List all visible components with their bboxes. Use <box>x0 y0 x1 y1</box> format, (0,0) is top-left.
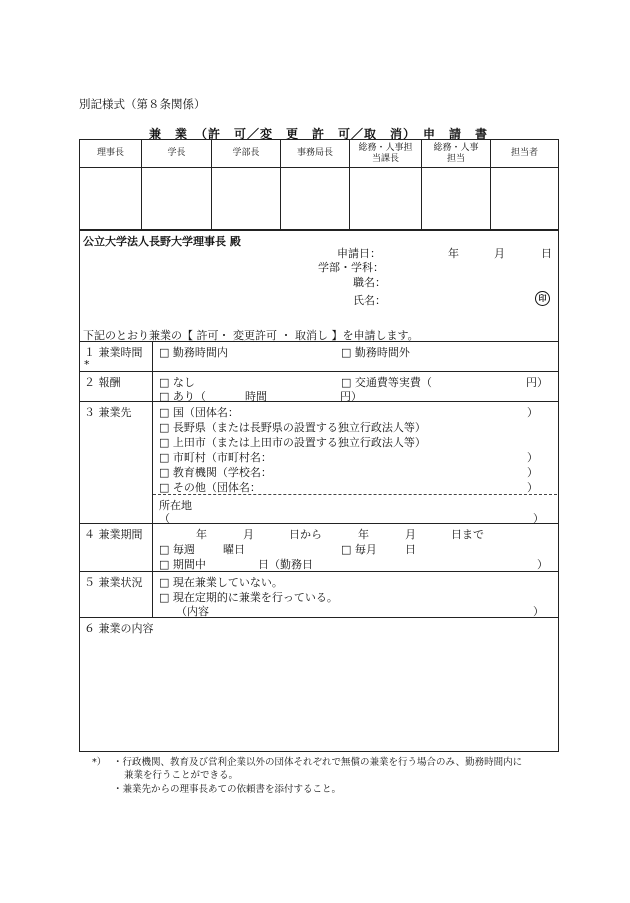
footnote-marker: *） <box>92 757 107 768</box>
approval-header-cell: 総務・人事担 当課長 <box>350 140 422 168</box>
label-column-divider <box>152 341 153 617</box>
approval-stamp-box[interactable] <box>212 168 281 231</box>
monthly-day: 日 <box>405 543 416 556</box>
checkbox-with-pay[interactable]: □ あり（ <box>159 390 206 403</box>
location-open[interactable]: （ <box>159 512 170 525</box>
period-close: ） <box>537 558 548 571</box>
checkbox-nagano-pref[interactable]: □ 長野県（または長野県の設置する独立行政法人等） <box>159 421 426 434</box>
start-day-from[interactable]: 日から <box>289 528 322 541</box>
end-month[interactable]: 月 <box>405 528 416 541</box>
approval-stamp-box[interactable] <box>350 168 422 231</box>
request-line: 下記のとおり兼業の【 許可・ 変更許可 ・ 取消し 】を申請します。 <box>83 329 419 342</box>
date-year[interactable]: 年 <box>448 247 459 260</box>
section-label-pay: ２ 報酬 <box>84 376 121 389</box>
date-day[interactable]: 日 <box>541 247 552 260</box>
seal-icon: 印 <box>535 291 550 306</box>
approval-header-cell: 学部長 <box>212 140 281 168</box>
section-label-employer: ３ 兼業先 <box>84 406 132 419</box>
checkbox-monthly[interactable]: □ 毎月 <box>341 543 377 556</box>
section-label-hours: １ 兼業時間 <box>84 346 143 359</box>
checkbox-municipality[interactable]: □ 市町村（市町村名： <box>159 451 272 464</box>
section-label-status: ５ 兼業状況 <box>84 576 143 589</box>
position-label: 職名： <box>353 276 386 289</box>
checkbox-not-currently[interactable]: □ 現在兼業していない。 <box>159 576 283 589</box>
period-workdays: 日（勤務日 <box>258 558 313 571</box>
addressee: 公立大学法人長野大学理事長 殿 <box>83 235 241 248</box>
approval-header-cell: 事務局長 <box>281 140 350 168</box>
divider <box>79 617 558 618</box>
name-label: 氏名： <box>353 294 386 307</box>
approval-header-cell: 理事長 <box>80 140 142 168</box>
pay-yen: 円） <box>340 390 362 403</box>
approval-stamp-box[interactable] <box>422 168 491 231</box>
pay-hours: 時間 <box>245 390 267 403</box>
department-label: 学部・学科： <box>318 261 384 274</box>
content-textarea[interactable] <box>153 636 553 746</box>
date-month[interactable]: 月 <box>494 247 505 260</box>
footnote-line2: ・兼業先からの理事長あての依頼書を添付すること。 <box>113 784 342 795</box>
status-detail-close: ） <box>533 605 544 618</box>
checkbox-within-hours[interactable]: □ 勤務時間内 <box>159 346 228 359</box>
status-detail[interactable]: （内容 <box>176 605 209 618</box>
approval-header-cell: 総務・人事 担当 <box>422 140 491 168</box>
checkbox-no-pay[interactable]: □ なし <box>159 376 195 389</box>
checkbox-national[interactable]: □ 国（団体名： <box>159 406 239 419</box>
approval-header-cell: 学長 <box>142 140 212 168</box>
closing-paren: ） <box>527 481 538 494</box>
checkbox-transport[interactable]: □ 交通費等実費（ <box>341 376 432 389</box>
divider <box>79 523 558 524</box>
start-year[interactable]: 年 <box>196 528 207 541</box>
divider <box>79 371 558 372</box>
approval-header-cell: 担当者 <box>491 140 559 168</box>
checkbox-ueda-city[interactable]: □ 上田市（または上田市の設置する独立行政法人等） <box>159 436 426 449</box>
closing-paren: ） <box>527 451 538 464</box>
checkbox-currently[interactable]: □ 現在定期的に兼業を行っている。 <box>159 591 338 604</box>
checkbox-weekly[interactable]: □ 毎週 <box>159 543 195 556</box>
closing-paren: ） <box>527 466 538 479</box>
approval-stamp-box[interactable] <box>281 168 350 231</box>
form-reference: 別記様式（第８条関係） <box>79 97 206 111</box>
checkbox-outside-hours[interactable]: □ 勤務時間外 <box>341 346 410 359</box>
location-label: 所在地 <box>159 499 192 512</box>
closing-paren: ） <box>527 406 538 419</box>
footnote-line1: ・行政機関、教育及び営利企業以外の団体それぞれで無償の兼業を行う場合のみ、勤務時間内に <box>113 757 523 768</box>
divider <box>79 571 558 572</box>
section-label-content: ６ 兼業の内容 <box>84 622 154 635</box>
approval-stamp-box[interactable] <box>80 168 142 231</box>
checkbox-period[interactable]: □ 期間中 <box>159 558 206 571</box>
end-year[interactable]: 年 <box>358 528 369 541</box>
start-month[interactable]: 月 <box>243 528 254 541</box>
note-marker: * <box>84 358 90 371</box>
section-label-period: ４ 兼業期間 <box>84 528 143 541</box>
approval-stamp-box[interactable] <box>142 168 212 231</box>
form-title: 兼 業 （許 可／変 更 許 可／取 消） 申 請 書 <box>148 127 488 141</box>
date-label: 申請日： <box>337 247 381 260</box>
footnote-line1b: 兼業を行うことができる。 <box>124 770 239 781</box>
end-day-until[interactable]: 日まで <box>451 528 484 541</box>
approval-stamp-table <box>79 139 559 231</box>
approval-stamp-box[interactable] <box>491 168 559 231</box>
transport-yen: 円） <box>526 376 548 389</box>
checkbox-education[interactable]: □ 教育機関（学校名： <box>159 466 272 479</box>
weekday-label: 曜日 <box>223 543 245 556</box>
checkbox-other[interactable]: □ その他（団体名： <box>159 481 261 494</box>
divider <box>79 401 558 402</box>
location-close: ） <box>533 512 544 525</box>
